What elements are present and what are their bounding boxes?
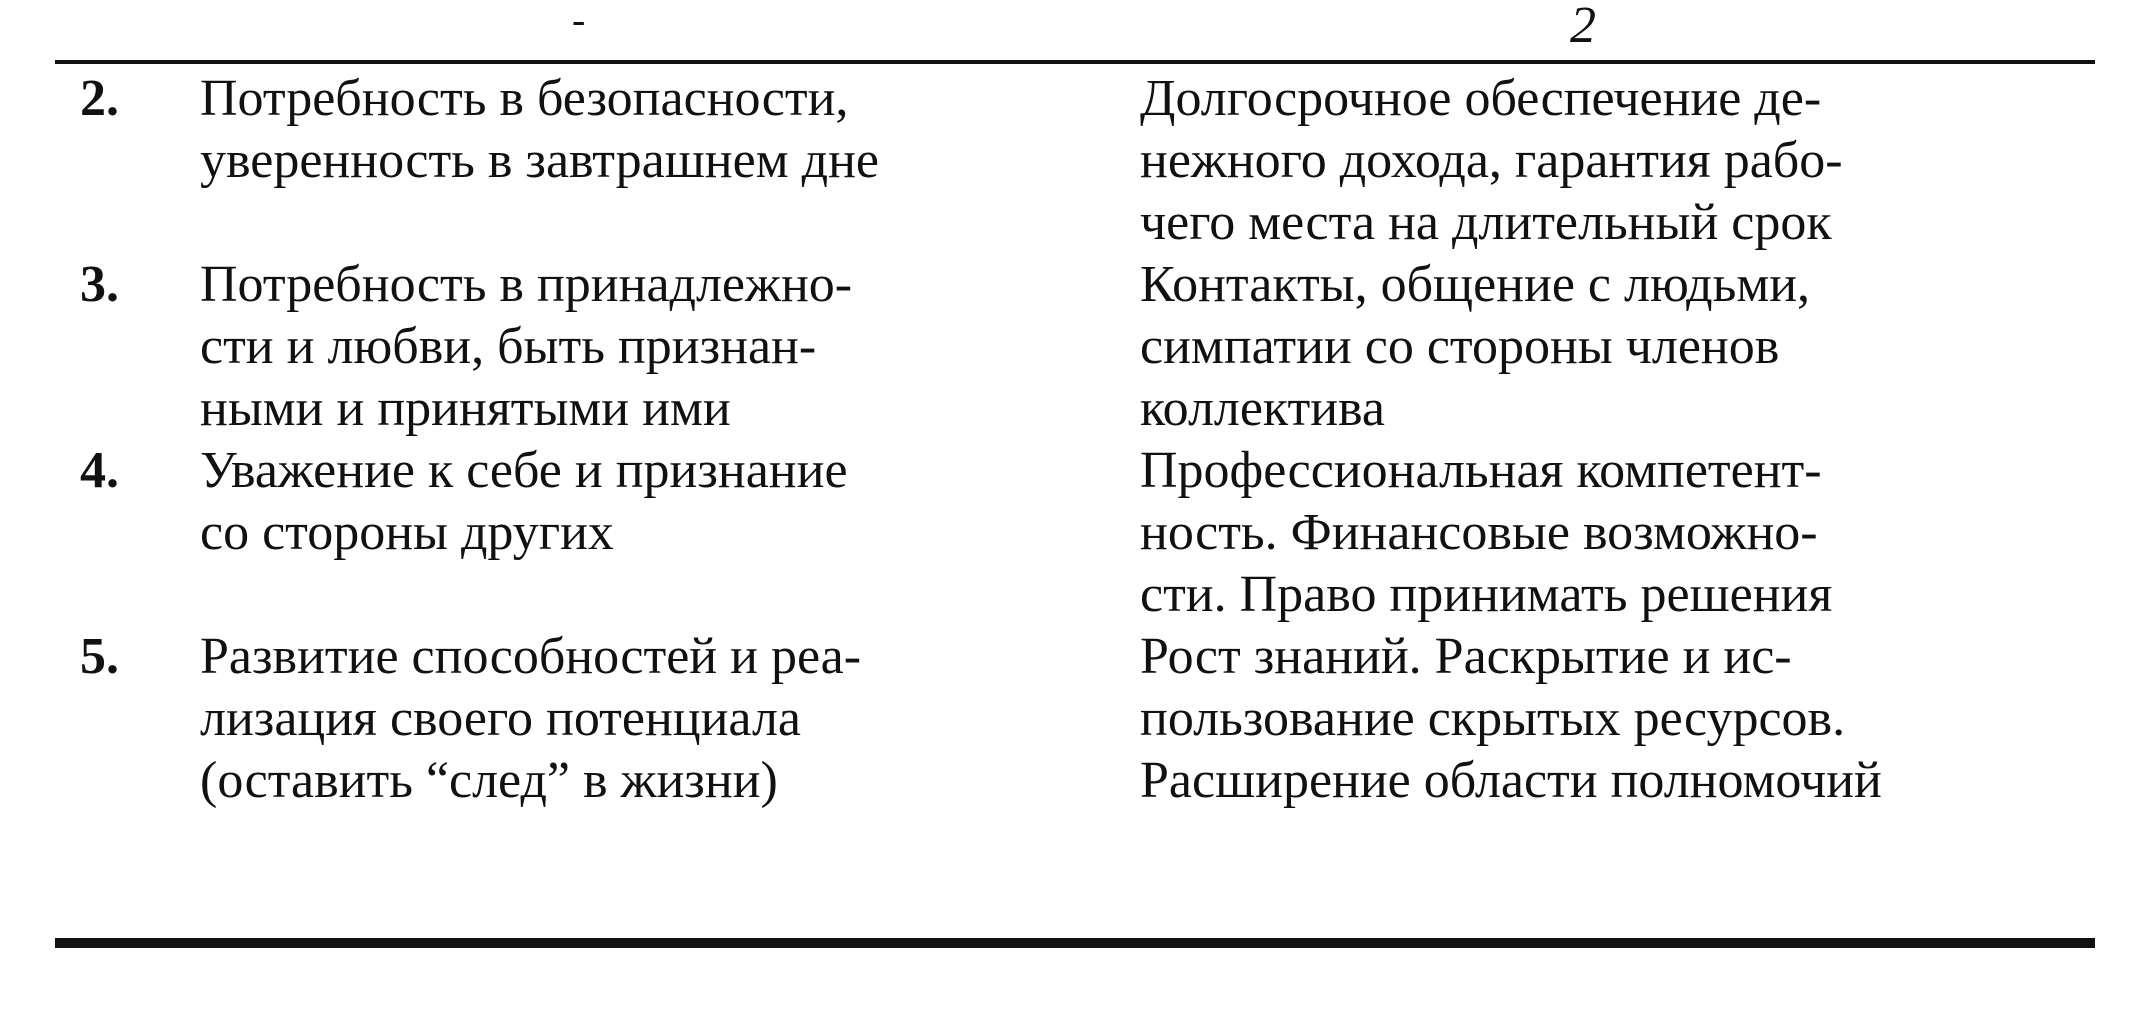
means-line: нежного дохода, гарантия рабо- <box>1140 132 1843 189</box>
table-bottom-rule <box>55 938 2095 948</box>
table-row <box>80 68 2095 254</box>
row-number: 3. <box>80 256 119 313</box>
row-number: 2. <box>80 70 119 127</box>
needs-table <box>80 68 2095 812</box>
need-line: Потребность в безопасности, <box>200 70 849 127</box>
means-line: Рост знаний. Раскрытие и ис- <box>1140 628 1792 685</box>
need-cell <box>200 626 1140 812</box>
need-line: сти и любви, быть признан- <box>200 318 817 375</box>
means-line: Долгосрочное обеспечение де- <box>1140 70 1822 127</box>
table-row <box>80 440 2095 626</box>
need-line: Развитие способностей и реа- <box>200 628 862 685</box>
means-line: симпатии со стороны членов <box>1140 318 1780 375</box>
need-cell <box>200 68 1140 254</box>
means-line: коллектива <box>1140 380 1385 437</box>
column-mark-1: - <box>572 0 586 42</box>
table-row <box>80 254 2095 440</box>
means-cell <box>1140 440 2095 626</box>
means-cell <box>1140 254 2095 440</box>
table-row <box>80 626 2095 812</box>
row-number: 5. <box>80 628 119 685</box>
need-line: уверенность в завтрашнем дне <box>200 132 879 189</box>
means-line: пользование скрытых ресурсов. <box>1140 690 1846 747</box>
column-mark-2: 2 <box>1570 0 1596 54</box>
need-line: Потребность в принадлежно- <box>200 256 853 313</box>
means-line: чего места на длительный срок <box>1140 194 1832 251</box>
need-line: ными и принятыми ими <box>200 380 731 437</box>
means-line: Контакты, общение с людьми, <box>1140 256 1811 313</box>
need-line: лизация своего потенциала <box>200 690 801 747</box>
means-cell <box>1140 626 2095 812</box>
means-line: Расширение области полномочий <box>1140 752 1882 809</box>
need-line: Уважение к себе и признание <box>200 442 848 499</box>
row-number: 4. <box>80 442 119 499</box>
means-cell <box>1140 68 2095 254</box>
need-cell <box>200 440 1140 626</box>
means-line: ность. Финансовые возможно- <box>1140 504 1818 561</box>
need-line: (оставить “след” в жизни) <box>200 752 778 809</box>
means-line: сти. Право принимать решения <box>1140 566 1833 623</box>
need-line: со стороны других <box>200 504 614 561</box>
table-top-rule <box>55 60 2095 64</box>
means-line: Профессиональная компетент- <box>1140 442 1822 499</box>
need-cell <box>200 254 1140 440</box>
table-body <box>80 68 2095 812</box>
